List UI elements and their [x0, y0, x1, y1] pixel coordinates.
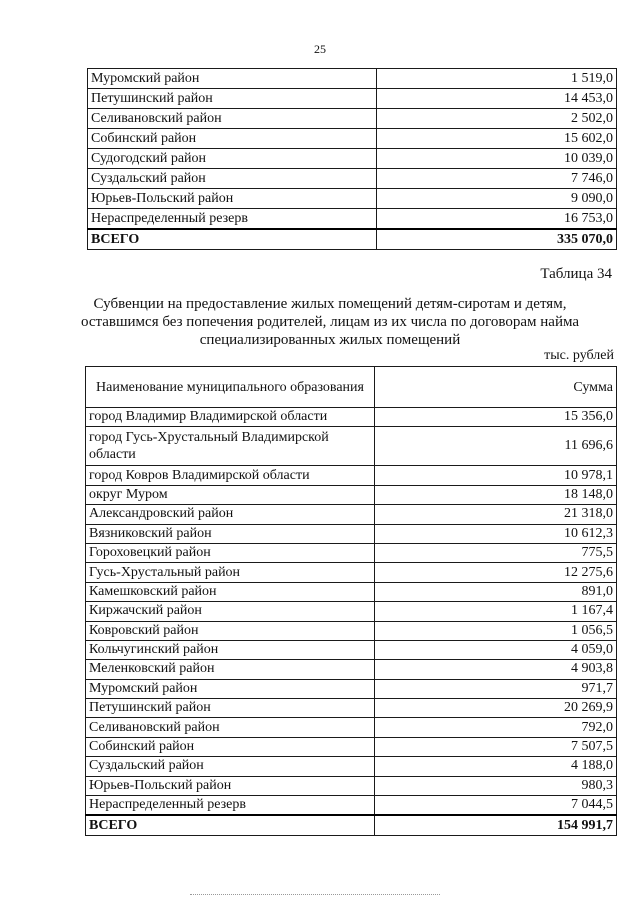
total-label: ВСЕГО — [88, 229, 377, 250]
row-value: 4 188,0 — [375, 757, 617, 776]
table-row — [88, 189, 617, 209]
row-value: 14 453,0 — [377, 89, 617, 109]
row-name: Меленковский район — [86, 660, 375, 679]
scan-artifact-divider — [190, 894, 440, 897]
row-name: Кольчугинский район — [86, 640, 375, 659]
table-row — [86, 679, 617, 698]
table-row — [88, 89, 617, 109]
row-value: 2 502,0 — [377, 109, 617, 129]
table-row — [86, 796, 617, 816]
header-name: Наименование муниципального образования — [86, 367, 375, 408]
row-name: округ Муром — [86, 485, 375, 504]
table-continued-body — [88, 69, 617, 250]
row-value: 10 612,3 — [375, 524, 617, 543]
row-value: 12 275,6 — [375, 563, 617, 582]
table-total-row — [86, 815, 617, 835]
row-name: Петушинский район — [88, 89, 377, 109]
row-value: 16 753,0 — [377, 209, 617, 230]
total-label: ВСЕГО — [86, 815, 375, 835]
row-value: 7 746,0 — [377, 169, 617, 189]
row-value: 775,5 — [375, 543, 617, 562]
table-label: Таблица 34 — [540, 266, 612, 282]
row-name: Юрьев-Польский район — [86, 776, 375, 795]
table-row — [86, 427, 617, 466]
table-row — [88, 149, 617, 169]
row-value: 1 519,0 — [377, 69, 617, 89]
table-row — [86, 621, 617, 640]
units-label: тыс. рублей — [544, 348, 614, 363]
total-value: 335 070,0 — [377, 229, 617, 250]
table-row — [86, 640, 617, 659]
row-value: 7 507,5 — [375, 737, 617, 756]
row-value: 10 039,0 — [377, 149, 617, 169]
row-name: город Гусь-Хрустальный Владимирской области — [86, 427, 375, 466]
row-name: Собинский район — [86, 737, 375, 756]
row-name: Камешковский район — [86, 582, 375, 601]
row-value: 792,0 — [375, 718, 617, 737]
table-header-row — [86, 367, 617, 408]
row-name: Нераспределенный резерв — [86, 796, 375, 816]
row-name: Ковровский район — [86, 621, 375, 640]
row-value: 891,0 — [375, 582, 617, 601]
row-value: 1 167,4 — [375, 602, 617, 621]
row-value: 4 059,0 — [375, 640, 617, 659]
table-row — [86, 582, 617, 601]
row-name: Петушинский район — [86, 699, 375, 718]
table-row — [86, 718, 617, 737]
table-row — [88, 209, 617, 230]
table-row — [86, 524, 617, 543]
table-row — [86, 563, 617, 582]
row-value: 21 318,0 — [375, 505, 617, 524]
row-name: Муромский район — [86, 679, 375, 698]
row-name: Суздальский район — [86, 757, 375, 776]
table-row — [88, 69, 617, 89]
table-row — [86, 602, 617, 621]
table-row — [88, 109, 617, 129]
row-value: 7 044,5 — [375, 796, 617, 816]
row-name: Нераспределенный резерв — [88, 209, 377, 230]
table-row — [86, 757, 617, 776]
row-name: Юрьев-Польский район — [88, 189, 377, 209]
row-name: город Владимир Владимирской области — [86, 408, 375, 427]
table-total-row — [88, 229, 617, 250]
row-name: Суздальский район — [88, 169, 377, 189]
total-value: 154 991,7 — [375, 815, 617, 835]
table-row — [86, 485, 617, 504]
row-value: 15 356,0 — [375, 408, 617, 427]
table-title: Субвенции на предоставление жилых помещений детям-сиротам и детям, оставшимся без попечения родителей, лицам из их числа по договорам найма специализированных жилых помещений — [80, 296, 580, 348]
row-value: 4 903,8 — [375, 660, 617, 679]
row-name: Александровский район — [86, 505, 375, 524]
row-name: Судогодский район — [88, 149, 377, 169]
row-name: Муромский район — [88, 69, 377, 89]
row-name: Гусь-Хрустальный район — [86, 563, 375, 582]
table-row — [86, 737, 617, 756]
table-row — [86, 776, 617, 795]
row-value: 1 056,5 — [375, 621, 617, 640]
row-value: 18 148,0 — [375, 485, 617, 504]
row-name: Вязниковский район — [86, 524, 375, 543]
page-number: 25 — [314, 42, 326, 56]
table-row — [88, 169, 617, 189]
row-value: 971,7 — [375, 679, 617, 698]
row-name: город Ковров Владимирской области — [86, 466, 375, 485]
row-value: 11 696,6 — [375, 427, 617, 466]
row-value: 980,3 — [375, 776, 617, 795]
table-row — [86, 466, 617, 485]
table-row — [86, 505, 617, 524]
row-name: Селивановский район — [88, 109, 377, 129]
table-row — [86, 408, 617, 427]
row-name: Селивановский район — [86, 718, 375, 737]
table-row — [86, 699, 617, 718]
row-value: 10 978,1 — [375, 466, 617, 485]
table-34-body — [86, 367, 617, 836]
table-row — [88, 129, 617, 149]
row-name: Киржачский район — [86, 602, 375, 621]
row-name: Собинский район — [88, 129, 377, 149]
row-name: Гороховецкий район — [86, 543, 375, 562]
table-row — [86, 660, 617, 679]
row-value: 9 090,0 — [377, 189, 617, 209]
table-34 — [85, 366, 617, 836]
row-value: 15 602,0 — [377, 129, 617, 149]
table-row — [86, 543, 617, 562]
table-continued — [87, 68, 617, 250]
header-value: Сумма — [375, 367, 617, 408]
row-value: 20 269,9 — [375, 699, 617, 718]
